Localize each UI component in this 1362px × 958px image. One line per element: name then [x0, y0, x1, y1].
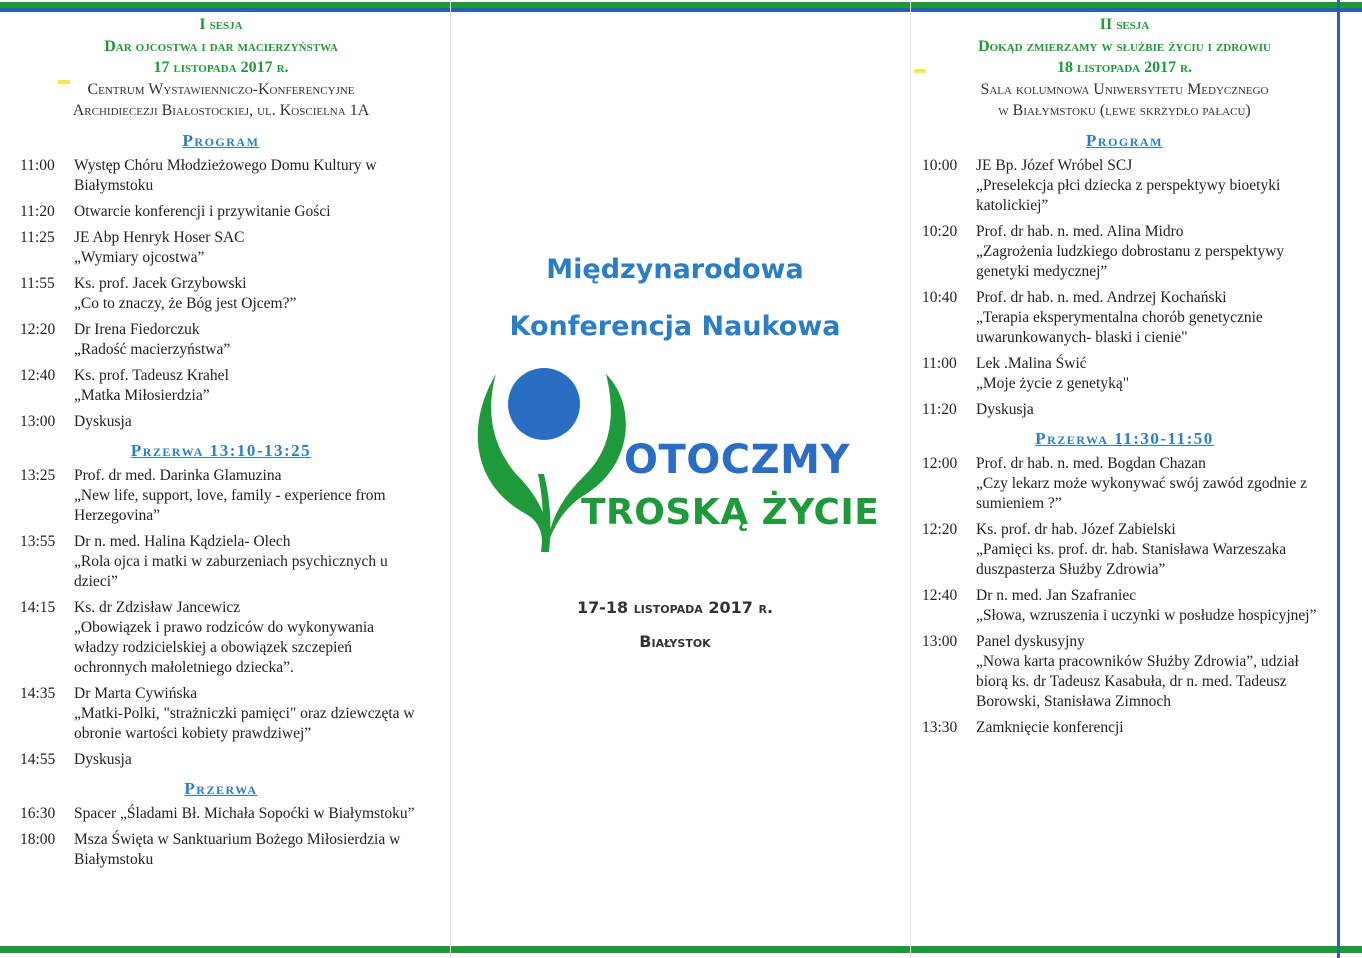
schedule-speaker: Dyskusja	[976, 400, 1034, 418]
session-1-items-a	[20, 156, 422, 432]
schedule-time: 11:20	[922, 400, 957, 418]
schedule-time: 16:30	[20, 804, 56, 822]
logo-text-otoczmy: OTOCZMY	[624, 437, 850, 483]
session-2-date: 18 listopada 2017 r.	[1056, 59, 1193, 76]
schedule-item	[20, 532, 422, 592]
schedule-talk-title: „Czy lekarz może wykonywać swój zawód zgodnie z sumieniem ?”	[976, 474, 1307, 512]
schedule-description	[976, 718, 1327, 738]
schedule-time: 12:20	[20, 320, 56, 338]
schedule-speaker: Lek .Malina Świć	[976, 354, 1087, 372]
schedule-talk-title: „Rola ojca i matki w zaburzeniach psychicznych u dzieci”	[74, 552, 388, 590]
schedule-description	[976, 156, 1327, 216]
venue-line: Archidiecezji Białostockiej, ul. Koscielna 1A	[72, 102, 370, 119]
venue-line: Centrum Wystawienniczo-Konferencyjne	[87, 80, 355, 98]
schedule-speaker: Prof. dr hab. n. med. Bogdan Chazan	[976, 454, 1206, 472]
fold-line-left	[450, 0, 451, 958]
schedule-item	[922, 454, 1327, 514]
schedule-time: 13:55	[20, 532, 56, 550]
schedule-item	[20, 156, 422, 196]
schedule-time: 10:20	[922, 222, 958, 240]
schedule-description	[976, 632, 1327, 712]
session-2-number: II sesja	[1099, 16, 1150, 33]
schedule-time: 12:40	[20, 366, 56, 384]
schedule-item	[922, 718, 1327, 738]
schedule-item	[20, 274, 422, 314]
schedule-speaker: Dyskusja	[74, 412, 132, 430]
schedule-description	[74, 202, 422, 222]
schedule-talk-title: „Obowiązek i prawo rodziców do wykonywania władzy rodzicielskiej a obowiązek szczepień ochronnych małoletniego dziecka”.	[74, 618, 375, 676]
schedule-speaker: JE Bp. Józef Wróbel SCJ	[976, 156, 1133, 174]
top-blue-rule	[0, 8, 1362, 12]
schedule-time: 14:15	[20, 598, 56, 616]
schedule-speaker: Ks. prof. Tadeusz Krahel	[74, 366, 229, 384]
schedule-description	[74, 320, 422, 360]
schedule-talk-title: „Co to znaczy, że Bóg jest Ojcem?”	[74, 294, 297, 312]
session-1-date: 17 listopada 2017 r.	[153, 59, 289, 76]
schedule-time: 10:00	[922, 156, 958, 174]
schedule-item	[20, 366, 422, 406]
right-blue-rule	[1337, 0, 1340, 958]
schedule-time: 12:00	[922, 454, 958, 472]
break-title: Przerwa 11:30-11:50	[1035, 428, 1214, 448]
schedule-speaker: Dr Marta Cywińska	[74, 684, 198, 702]
session-1-venue	[20, 79, 422, 122]
schedule-speaker: JE Abp Henryk Hoser SAC	[74, 228, 245, 246]
schedule-speaker: Panel dyskusyjny	[976, 632, 1085, 650]
bottom-green-rule	[0, 946, 1362, 953]
schedule-time: 11:00	[20, 156, 55, 174]
schedule-talk-title: „Nowa karta pracowników Służby Zdrowia”, udział biorą ks. dr Tadeusz Kasabuła, dr n. med. Tadeusz Borowski, Stanisława Zimnoch	[976, 652, 1299, 710]
schedule-description	[74, 412, 422, 432]
schedule-item	[20, 320, 422, 360]
conference-title-line2: Konferencja Naukowa	[509, 311, 841, 342]
schedule-speaker: Prof. dr hab. n. med. Andrzej Kochański	[976, 288, 1227, 306]
schedule-speaker: Dr n. med. Halina Kądziela- Olech	[74, 532, 291, 550]
break-title: Przerwa 13:10-13:25	[130, 440, 312, 460]
schedule-description	[976, 288, 1327, 348]
conference-dates: 17-18 listopada 2017 r.	[576, 598, 774, 617]
schedule-item	[20, 684, 422, 744]
schedule-speaker: Prof. dr hab. n. med. Alina Midro	[976, 222, 1184, 240]
schedule-description	[976, 400, 1327, 420]
schedule-talk-title: „Terapia eksperymentalna chorób genetycznie uwarunkowanych- blaski i cienie"	[976, 308, 1263, 346]
schedule-time: 11:20	[20, 202, 55, 220]
schedule-speaker: Spacer „Śladami Bł. Michała Sopoćki w Białymstoku”	[74, 804, 415, 822]
venue-line: w Białymstoku (lewe skrzydło pałacu)	[998, 102, 1251, 119]
schedule-speaker: Zamknięcie konferencji	[976, 718, 1124, 736]
schedule-time: 11:55	[20, 274, 55, 292]
schedule-time: 18:00	[20, 830, 56, 848]
schedule-time: 12:40	[922, 586, 958, 604]
schedule-item	[20, 750, 422, 770]
schedule-item	[20, 412, 422, 432]
schedule-description	[74, 156, 422, 196]
schedule-description	[976, 222, 1327, 282]
schedule-item	[922, 632, 1327, 712]
schedule-description	[74, 274, 422, 314]
schedule-speaker: Dr n. med. Jan Szafraniec	[976, 586, 1137, 604]
schedule-talk-title: „Pamięci ks. prof. dr. hab. Stanisława Warzeszaka duszpasterza Służby Zdrowia”	[976, 540, 1287, 578]
session-2-venue	[922, 79, 1327, 122]
schedule-talk-title: „Matki-Polki, "strażniczki pamięci" oraz dziewczęta w obronie wartości kobiety prawdziwej”	[74, 704, 415, 742]
schedule-description	[74, 228, 422, 268]
schedule-item	[922, 586, 1327, 626]
schedule-time: 14:35	[20, 684, 56, 702]
schedule-item	[20, 466, 422, 526]
session-2-items-a	[922, 156, 1327, 420]
schedule-time: 12:20	[922, 520, 958, 538]
logo-text-troska-zycie: TROSKĄ ŻYCIE	[581, 492, 880, 533]
schedule-item	[20, 830, 422, 870]
schedule-time: 11:00	[922, 354, 957, 372]
conference-title-line1: Międzynarodowa	[546, 254, 804, 285]
session-1-header	[20, 14, 422, 79]
schedule-description	[74, 684, 422, 744]
conference-city: Białystok	[639, 632, 711, 651]
break-title: Przerwa	[184, 778, 258, 798]
schedule-item	[922, 288, 1327, 348]
schedule-time: 14:55	[20, 750, 56, 768]
schedule-item	[20, 228, 422, 268]
schedule-time: 11:25	[20, 228, 55, 246]
session-2-items-b	[922, 454, 1327, 738]
schedule-time: 13:00	[20, 412, 56, 430]
schedule-description	[976, 520, 1327, 580]
session-1-items-c	[20, 804, 422, 870]
venue-line: Sala kolumnowa Uniwersytetu Medycznego	[980, 80, 1269, 98]
session-1-items-b	[20, 466, 422, 770]
schedule-time: 13:00	[922, 632, 958, 650]
schedule-talk-title: „Radość macierzyństwa”	[74, 340, 231, 358]
session-1-panel	[20, 14, 422, 876]
session-1-number: I sesja	[199, 16, 243, 33]
schedule-speaker: Ks. prof. Jacek Grzybowski	[74, 274, 247, 292]
schedule-item	[922, 400, 1327, 420]
program-title: Program	[1086, 130, 1163, 150]
schedule-time: 10:40	[922, 288, 958, 306]
schedule-description	[976, 454, 1327, 514]
schedule-talk-title: „Matka Miłosierdzia”	[74, 386, 210, 404]
schedule-item	[922, 156, 1327, 216]
schedule-speaker: Dr Irena Fiedorczuk	[74, 320, 200, 338]
schedule-speaker: Ks. prof. dr hab. Józef Zabielski	[976, 520, 1176, 538]
schedule-speaker: Prof. dr med. Darinka Glamuzina	[74, 466, 282, 484]
schedule-description	[976, 586, 1327, 626]
schedule-speaker: Ks. dr Zdzisław Jancewicz	[74, 598, 241, 616]
schedule-description	[74, 804, 422, 824]
schedule-speaker: Otwarcie konferencji i przywitanie Gości	[74, 202, 331, 220]
schedule-time: 13:30	[922, 718, 958, 736]
schedule-speaker: Msza Święta w Sanktuarium Bożego Miłosierdzia w Białymstoku	[74, 830, 401, 868]
schedule-talk-title: „Wymiary ojcostwa”	[74, 248, 205, 266]
schedule-talk-title: „Zagrożenia ludzkiego dobrostanu z perspektywy genetyki medycznej”	[976, 242, 1285, 280]
schedule-description	[74, 750, 422, 770]
schedule-description	[976, 354, 1327, 394]
schedule-item	[20, 804, 422, 824]
schedule-speaker: Dyskusja	[74, 750, 132, 768]
schedule-item	[922, 222, 1327, 282]
schedule-description	[74, 466, 422, 526]
schedule-description	[74, 532, 422, 592]
schedule-speaker: Występ Chóru Młodzieżowego Domu Kultury w Białymstoku	[74, 156, 377, 194]
schedule-description	[74, 830, 422, 870]
schedule-item	[922, 520, 1327, 580]
program-title: Program	[182, 130, 260, 150]
schedule-time: 13:25	[20, 466, 56, 484]
schedule-item	[20, 202, 422, 222]
schedule-talk-title: „Moje życie z genetyką"	[976, 374, 1130, 392]
session-1-theme: Dar ojcostwa i dar macierzyństwa	[104, 37, 338, 55]
highlighter-mark	[58, 80, 70, 84]
schedule-description	[74, 366, 422, 406]
session-2-panel	[922, 14, 1327, 744]
schedule-talk-title: „Preselekcja płci dziecka z perspektywy bioetyki katolickiej”	[976, 176, 1281, 214]
fold-line-right	[910, 0, 911, 958]
schedule-talk-title: „Słowa, wzruszenia i uczynki w posłudze hospicyjnej”	[976, 606, 1317, 624]
schedule-item	[20, 598, 422, 678]
highlighter-mark	[914, 69, 926, 73]
schedule-description	[74, 598, 422, 678]
session-2-theme: Dokąd zmierzamy w służbie życiu i zdrowiu	[978, 37, 1271, 55]
session-2-header	[922, 14, 1327, 79]
schedule-talk-title: „New life, support, love, family - experience from Herzegovina”	[74, 486, 386, 524]
schedule-item	[922, 354, 1327, 394]
